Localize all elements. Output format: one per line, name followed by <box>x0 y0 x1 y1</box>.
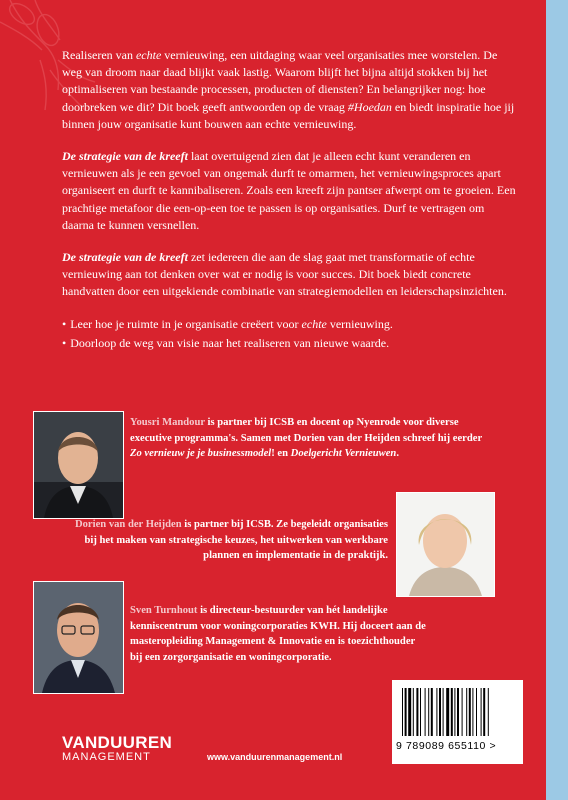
spine-strip <box>546 0 568 800</box>
author-bio-yousri: Yousri Mandour is partner bij ICSB en docent op Nyenrode voor diverse executive programma's. Samen met Dorien van der Heijden schreef hij eerder Zo vernieuw je je businessmodel! en Doelgericht Vernieuwen. <box>130 417 482 460</box>
strategy-paragraph: De strategie van de kreeft laat overtuigend zien dat je alleen echt kunt veranderen en vernieuwen als je een gevoel van ongemak durft te omarmen, het vernieuwingsproces apart organiseert en durft te kannibaliseren. Zoals een kreeft zijn pantser afwerpt om te groeien. Een prachtige metafoor die een-op-een toe te passen is op organisaties. Durf te vertragen om daarna te kunnen versnellen. <box>62 149 516 232</box>
publisher-website: www.vanduurenmanagement.nl <box>207 752 343 762</box>
audience-paragraph: De strategie van de kreeft zet iedereen die aan de slag gaat met transformatie of echte vernieuwing aan tot denken over wat er nodig is voor succes. Dit boek biedt concrete handvatten door een uitgekiende combinatie van strategiemodellen en leiderschapsinzichten. <box>62 250 507 299</box>
isbn-barcode <box>392 680 523 764</box>
author-bio-sven: Sven Turnhout is directeur-bestuurder van hét landelijke kenniscentrum voor woningcorporaties KWH. Hij doceert aan de masteropleiding Management & Innovatie en is toezichthouder bij een zorgorganisatie en woningcorporatie. <box>130 605 426 663</box>
list-item: • Doorloop de weg van visie naar het realiseren van nieuwe waarde. <box>62 335 390 350</box>
publisher-logo-subtitle: MANAGEMENT <box>62 751 151 763</box>
publisher-logo <box>62 733 192 763</box>
author-bio-dorien: Dorien van der Heijden is partner bij ICSB. Ze begeleidt organisaties bij het maken van strategische keuzes, het uitwerken van werkbare plannen en implementatie in de praktijk. <box>74 519 388 562</box>
list-item: • Leer hoe je ruimte in je organisatie creëert voor echte vernieuwing. <box>62 316 393 331</box>
isbn-number: 9 789089 655110 > <box>396 740 497 752</box>
author-photo-yousri <box>33 411 124 519</box>
barcode-bars-icon <box>400 688 515 738</box>
author-photo-sven <box>33 581 124 694</box>
back-cover-text <box>62 47 518 354</box>
publisher-logo-wordmark: VANDUUREN <box>62 733 173 752</box>
author-photo-dorien <box>396 492 495 597</box>
intro-paragraph: Realiseren van echte vernieuwing, een uitdaging waar veel organisaties mee worstelen. De weg van droom naar daad blijkt vaak lastig. Waarom blijft het bijna altijd stokken bij het optimaliseren van bestaande processen, producten of diensten? En belangrijker nog: hoe doorbreken we dit? Dit boek geeft antwoorden op de vraag #Hoedan en biedt inspiratie hoe jij binnen jouw organisatie kunt bouwen aan echte vernieuwing. <box>62 48 515 131</box>
benefit-list <box>62 316 518 352</box>
